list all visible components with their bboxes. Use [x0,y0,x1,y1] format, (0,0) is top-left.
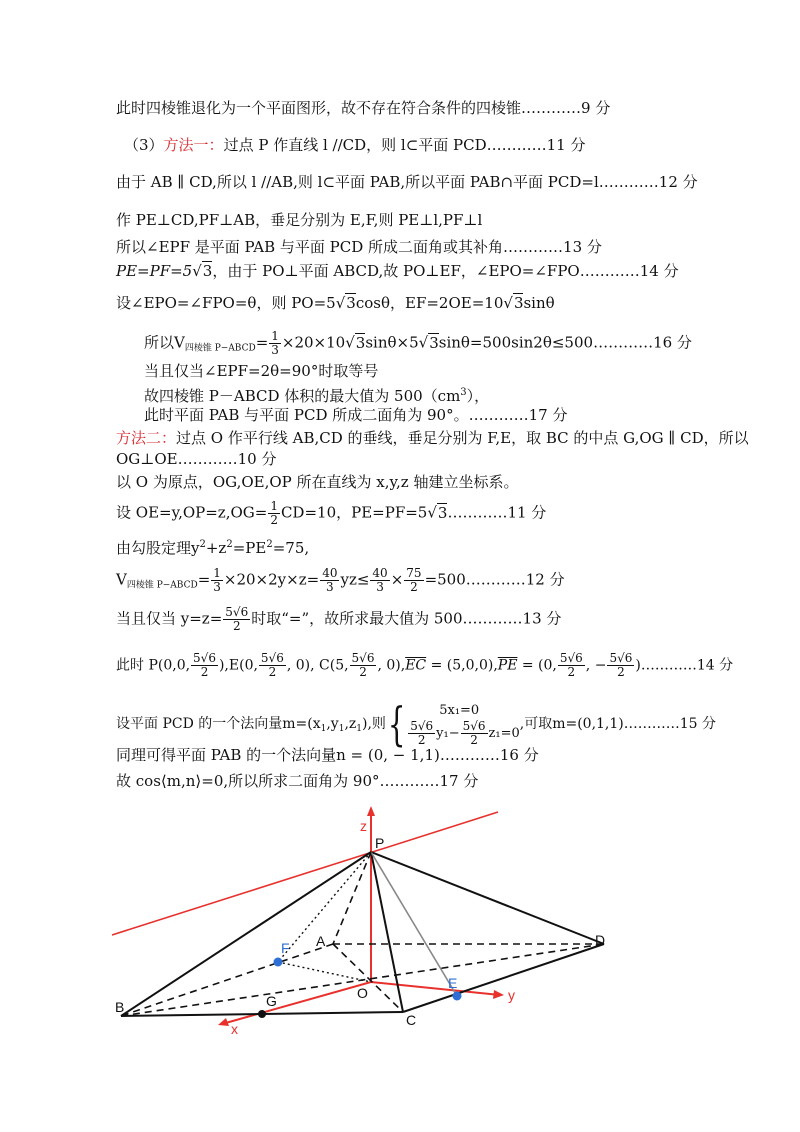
fraction: $\frac{1}{3}$ [271,329,279,357]
fraction: $\frac{1}{2}$ [270,499,278,527]
line-20: 设平面 PCD 的一个法向量$m=(x_1,y_1,z_1)$,则{ 5x₁=0 $\frac{5√6}{2}$ y₁− $\frac{5√6}{2}$ z₁=0 ,可取m=(0,1,1)…………15 分 [116,697,717,751]
edge-pd [371,852,604,944]
fraction: $\frac{40}{3}$ [372,566,388,594]
label-d: D [595,932,606,948]
edge-pc [371,852,403,1012]
fraction: $\frac{5√6}{2}$ [559,651,583,679]
label-x: x [231,1021,238,1037]
line-4: 作 PE⊥CD,PF⊥AB，垂足分别为 E,F,则 PE⊥l,PF⊥l [116,211,483,229]
line-1: 此时四棱锥退化为一个平面图形，故不存在符合条件的四棱锥…………9 分 [116,99,611,117]
fraction: $\frac{75}{2}$ [406,566,422,594]
segment-pe [371,852,457,996]
x-axis-arrow [218,1018,229,1026]
line-15: 设 OE=y,OP=z,OG= $\frac{1}{2}$ CD=10，PE=PF=5√3…………11 分 [116,499,547,527]
edge-cd [403,944,604,1012]
line-7: 设∠EPO=∠FPO=θ，则 PO=5√3cosθ，EF=2OE=10√3sinθ [116,294,555,312]
point-f [274,958,283,967]
line-l [112,812,498,935]
method-two-label: 方法二： [116,429,177,447]
line-14: 以 O 为原点，OG,OE,OP 所在直线为 x,y,z 轴建立坐标系。 [116,473,519,491]
line-21: 同理可得平面 PAB 的一个法向量n = (0, − 1,1)…………16 分 [116,746,539,764]
line-10: 故四棱锥 P－ABCD 体积的最大值为 $500(cm^3)$， [144,387,490,405]
fraction: $\frac{5√6}{2}$ [351,651,375,679]
line-9: 当且仅当∠EPF=2θ=90°时取等号 [144,362,379,380]
fraction: $\frac{40}{3}$ [322,566,338,594]
line-12: 方法二：过点 O 作平行线 AB,CD 的垂线，垂足分别为 F,E，取 BC 的中点 G,OG ∥ CD，所以 [116,429,749,447]
vector-pe: $\overline{PE}$ [497,657,518,674]
diagonal-ac-hidden [333,944,403,1012]
label-b: B [115,999,125,1015]
fraction: $\frac{5√6}{2}$ [260,651,284,679]
z-axis-arrow [367,806,375,816]
line-16: 由勾股定理$y^2+z^2=PE^2=75$, [116,539,310,557]
segment-fo-dotted [278,962,371,982]
vector-ec: $\overline{EC}$ [405,657,427,674]
line-19: 此时 P(0,0, $\frac{5√6}{2}$ ),E(0, $\frac{5√6}{2}$ , 0), C(5, $\frac{5√6}{2}$ , $0),\overline{EC} = (5,0,0),\overline{PE} = (0$, $\frac{5√6}{2}$ , − $\frac{5√6}{2}$ )…………14 分 [116,651,734,679]
label-p: P [375,835,385,851]
fraction: $\frac{5√6}{2}$ [410,718,434,747]
line-8: 所以$V_{四棱锥 P-ABCD}=$ $\frac{1}{3}$ ×20×10√3sinθ×5√3sinθ=500sin2θ≤500…………16 分 [144,329,692,357]
fraction: $\frac{5√6}{2}$ [462,718,486,747]
point-e [453,992,462,1001]
equation-system: 5x₁=0 $\frac{5√6}{2}$ y₁− $\frac{5√6}{2}$ z₁=0 [410,702,520,747]
line-17: $V_{四棱锥 P-ABCD}=$ $\frac{1}{3}$ ×20×2y×z= $\frac{40}{3}$ yz≤ $\frac{40}{3}$ × $\frac{75}{2}$ =500…………12 分 [116,566,565,594]
label-g: G [266,993,277,1009]
line-2: （3）方法一：过点 P 作直线 l //CD，则 l⊂平面 PCD…………11 分 [124,136,586,154]
method-one-label: 方法一： [163,136,224,154]
label-c: C [406,1012,417,1028]
edge-ab-hidden [121,944,333,1016]
equation-system-brace: { [387,697,406,751]
point-g [258,1010,266,1018]
edge-pa-hidden [333,852,371,944]
fraction: $\frac{5√6}{2}$ [225,605,249,633]
label-y: y [508,987,515,1003]
line-5: 所以∠EPF 是平面 PAB 与平面 PCD 所成二面角或其补角…………13 分 [116,238,602,256]
label-z: z [360,818,367,834]
fraction: $\frac{5√6}{2}$ [193,651,216,679]
line-11: 此时平面 PAB 与平面 PCD 所成二面角为 90°。…………17 分 [144,406,568,424]
line-22: 故 cos⟨m,n⟩=0,所以所求二面角为 90°…………17 分 [116,772,479,790]
fraction: $\frac{1}{3}$ [213,566,221,594]
edge-pb [121,852,371,1016]
x-axis [222,982,371,1024]
y-axis [371,982,500,995]
label-a: A [316,933,326,949]
line-6: PE=PF=5√3，由于 PO⊥平面 ABCD,故 PO⊥EF，∠EPO=∠FPO…………14 分 [116,262,679,280]
y-axis-arrow [493,990,504,999]
label-e: E [448,975,458,991]
line-3: 由于 AB ∥ CD,所以 l //AB,则 l⊂平面 PAB,所以平面 PAB∩平面 PCD=l…………12 分 [116,173,698,191]
label-f: F [281,940,290,956]
line-18: 当且仅当 y=z= $\frac{5√6}{2}$ 时取“=”，故所求最大值为 500…………13 分 [116,605,562,633]
fraction: $\frac{5√6}{2}$ [609,651,633,679]
line-13: OG⊥OE…………10 分 [116,450,277,468]
label-o: O [357,985,368,1001]
